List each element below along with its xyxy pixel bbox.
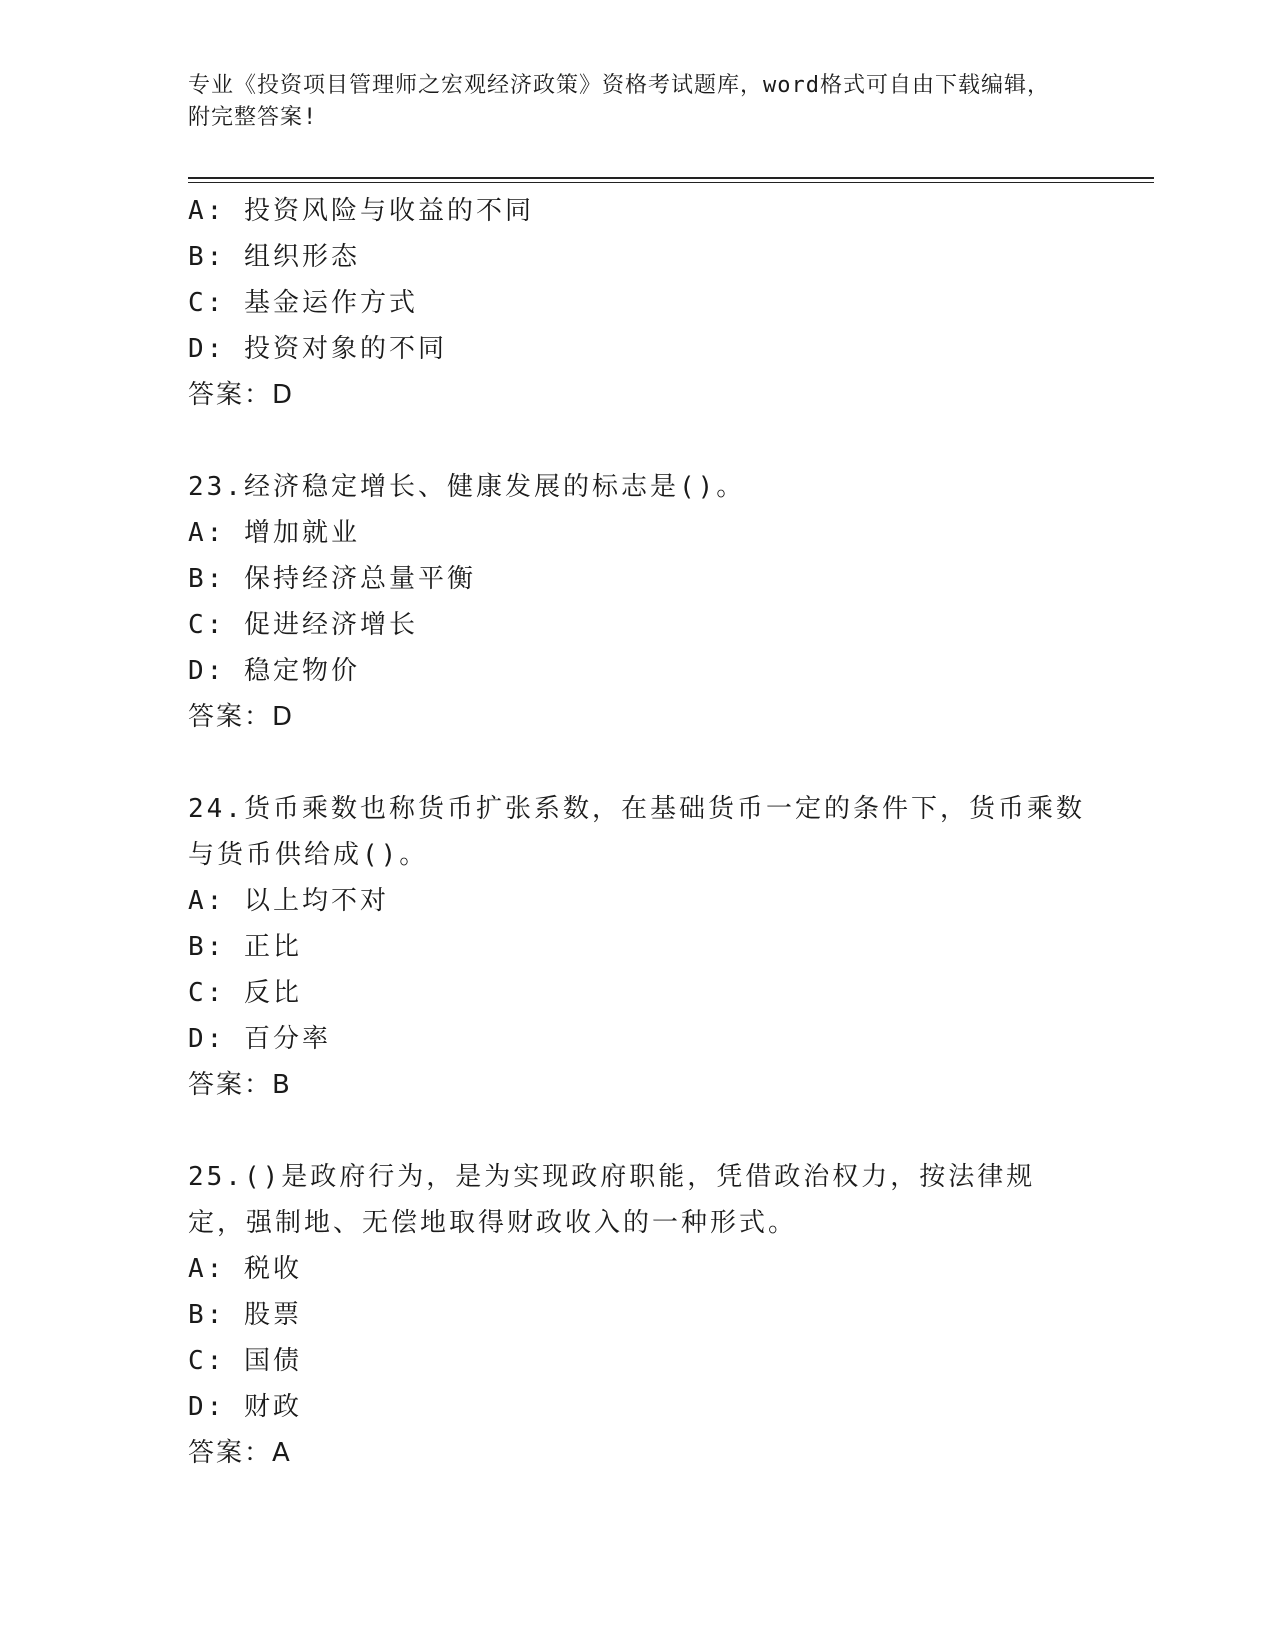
option-a: A: 增加就业 bbox=[188, 518, 360, 548]
question-block-25 bbox=[188, 1154, 1088, 1476]
spacer bbox=[188, 1108, 1088, 1154]
option-d: D: 财政 bbox=[188, 1392, 302, 1422]
question-block-23 bbox=[188, 464, 1088, 740]
answer-line: 答案：D bbox=[188, 380, 295, 410]
question-text: 23.经济稳定增长、健康发展的标志是()。 bbox=[188, 472, 746, 502]
option-b: B: 保持经济总量平衡 bbox=[188, 564, 476, 594]
header-rule-thin bbox=[188, 182, 1154, 183]
option-c: C: 基金运作方式 bbox=[188, 288, 418, 318]
spacer bbox=[188, 740, 1088, 786]
option-b: B: 组织形态 bbox=[188, 242, 360, 272]
option-c: C: 国债 bbox=[188, 1346, 302, 1376]
option-c: C: 反比 bbox=[188, 978, 302, 1008]
option-c: C: 促进经济增长 bbox=[188, 610, 418, 640]
question-text: 25.()是政府行为，是为实现政府职能，凭借政治权力，按法律规定，强制地、无偿地取得财政收入的一种形式。 bbox=[188, 1162, 1036, 1238]
spacer bbox=[188, 418, 1088, 464]
question-list bbox=[188, 188, 1088, 1476]
header-rule-thick bbox=[188, 177, 1154, 179]
option-a: A: 税收 bbox=[188, 1254, 302, 1284]
option-a: A: 投资风险与收益的不同 bbox=[188, 196, 534, 226]
answer-line: 答案：B bbox=[188, 1070, 292, 1100]
document-header: 专业《投资项目管理师之宏观经济政策》资格考试题库，word格式可自由下载编辑，附完整答案! bbox=[188, 73, 1050, 130]
question-block-22 bbox=[188, 188, 1088, 418]
option-a: A: 以上均不对 bbox=[188, 886, 389, 916]
question-block-24 bbox=[188, 786, 1088, 1108]
answer-line: 答案：D bbox=[188, 702, 295, 732]
option-d: D: 投资对象的不同 bbox=[188, 334, 447, 364]
option-d: D: 百分率 bbox=[188, 1024, 331, 1054]
answer-line: 答案：A bbox=[188, 1438, 292, 1468]
question-text: 24.货币乘数也称货币扩张系数，在基础货币一定的条件下，货币乘数与货币供给成()。 bbox=[188, 794, 1085, 870]
option-b: B: 正比 bbox=[188, 932, 302, 962]
option-b: B: 股票 bbox=[188, 1300, 302, 1330]
option-d: D: 稳定物价 bbox=[188, 656, 360, 686]
